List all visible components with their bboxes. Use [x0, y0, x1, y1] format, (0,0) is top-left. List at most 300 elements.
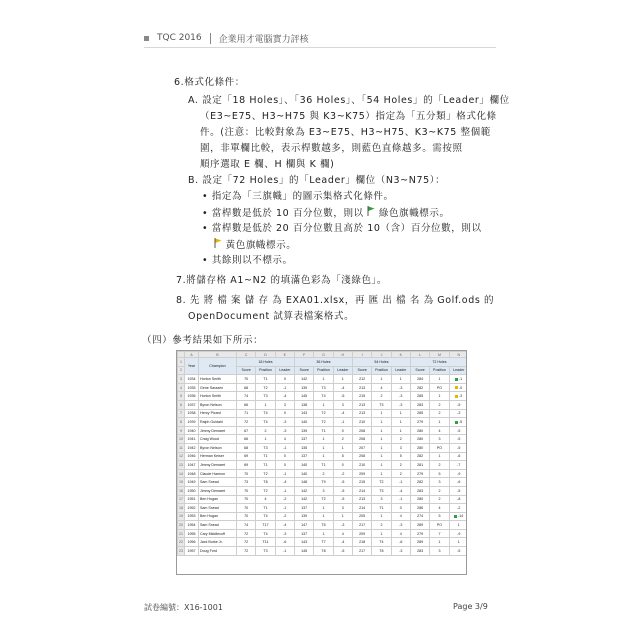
- value-cell: -5: [333, 495, 352, 504]
- value-cell: T3: [372, 486, 391, 495]
- value-cell: 4: [430, 504, 449, 513]
- value-cell: 140: [294, 461, 313, 470]
- table-row: [178, 547, 468, 556]
- value-cell: 1: [449, 521, 467, 530]
- value-cell: 2: [430, 400, 449, 409]
- value-cell: 213: [352, 383, 371, 392]
- value-cell: 1: [430, 418, 449, 427]
- value-cell: 1: [372, 443, 391, 452]
- value-cell: 69: [237, 452, 256, 461]
- table-row: [178, 538, 468, 547]
- value-cell: 66: [237, 400, 256, 409]
- year-cell: 1950: [185, 486, 199, 495]
- value-cell: T2: [256, 486, 275, 495]
- value-cell: 280: [410, 426, 429, 435]
- value-cell: T2: [314, 495, 333, 504]
- value-cell: 284: [410, 375, 429, 384]
- value-cell: 1: [314, 375, 333, 384]
- row-number: 7: [178, 409, 185, 418]
- value-cell: -1: [275, 383, 294, 392]
- value-cell: 217: [352, 547, 371, 556]
- value-cell: 2: [256, 426, 275, 435]
- sub-header: Position: [256, 366, 275, 375]
- value-cell: 283: [410, 400, 429, 409]
- value-cell: 68: [237, 383, 256, 392]
- table-row: [178, 495, 468, 504]
- value-cell: 138: [294, 400, 313, 409]
- row-number: 21: [178, 529, 185, 538]
- value-cell: 2: [333, 435, 352, 444]
- value-cell: 71: [237, 409, 256, 418]
- value-cell: 274: [410, 512, 429, 521]
- year-cell: 1935: [185, 383, 199, 392]
- value-cell: 280: [410, 443, 429, 452]
- value-cell: 147: [294, 521, 313, 530]
- value-cell: 4: [256, 495, 275, 504]
- value-cell: 2: [391, 435, 410, 444]
- value-cell: 72: [237, 418, 256, 427]
- table-row: [178, 478, 468, 487]
- year-cell: 1936: [185, 392, 199, 401]
- value-cell: 142: [294, 495, 313, 504]
- value-cell: PO: [430, 383, 449, 392]
- value-cell: 1: [314, 452, 333, 461]
- value-cell: 1: [391, 426, 410, 435]
- value-cell: 143: [294, 409, 313, 418]
- value-cell: -2: [333, 469, 352, 478]
- value-cell: 73: [237, 478, 256, 487]
- column-letter: A: [185, 352, 199, 358]
- table-row: [178, 435, 468, 444]
- champion-cell: Jimmy Demaret: [199, 426, 237, 435]
- value-cell: 5: [430, 469, 449, 478]
- value-cell: 208: [352, 426, 371, 435]
- value-cell: 2: [372, 521, 391, 530]
- value-cell: PO: [430, 521, 449, 530]
- step-8-line-2: OpenDocument 試算表檔案格式。: [188, 311, 355, 322]
- value-cell: 209: [352, 529, 371, 538]
- table-row: [178, 521, 468, 530]
- year-cell: 1951: [185, 495, 199, 504]
- champion-cell: Jimmy Demaret: [199, 461, 237, 470]
- year-cell: 1955: [185, 529, 199, 538]
- year-cell: 1939: [185, 418, 199, 427]
- leader-cell: [449, 512, 467, 521]
- value-cell: 135: [294, 443, 313, 452]
- value-cell: 5: [430, 512, 449, 521]
- value-cell: 280: [410, 495, 429, 504]
- row-number: 1: [178, 358, 185, 367]
- value-cell: 4: [372, 383, 391, 392]
- year-cell: 1938: [185, 409, 199, 418]
- value-cell: 285: [410, 409, 429, 418]
- row-number: 4: [178, 383, 185, 392]
- value-cell: -3: [391, 400, 410, 409]
- value-cell: 4: [275, 435, 294, 444]
- champion-header: Champion: [199, 358, 237, 375]
- row-number: 11: [178, 443, 185, 452]
- champion-cell: Henry Picard: [199, 409, 237, 418]
- footer-page: Page 3/9: [453, 602, 488, 611]
- value-cell: 72: [237, 547, 256, 556]
- value-cell: T1: [314, 461, 333, 470]
- sub-header: Position: [430, 366, 449, 375]
- value-cell: 1: [372, 461, 391, 470]
- value-cell: 70: [237, 504, 256, 513]
- value-cell: 1: [430, 538, 449, 547]
- value-cell: 67: [237, 426, 256, 435]
- column-letter: G: [314, 352, 333, 358]
- value-cell: -6: [449, 478, 467, 487]
- value-cell: 69: [237, 461, 256, 470]
- year-cell: 1937: [185, 400, 199, 409]
- champion-cell: Sam Snead: [199, 504, 237, 513]
- leader-value: -3: [458, 394, 463, 399]
- column-letter: M: [430, 352, 449, 358]
- value-cell: -6: [275, 538, 294, 547]
- value-cell: 142: [294, 486, 313, 495]
- green-flag-icon: [454, 515, 457, 518]
- leader-cell: [449, 375, 467, 384]
- bullet-2: [202, 206, 450, 220]
- value-cell: -5: [449, 400, 467, 409]
- value-cell: 70: [237, 495, 256, 504]
- value-cell: T3: [372, 400, 391, 409]
- group-header: 72 Holes: [410, 358, 467, 367]
- value-cell: 282: [410, 452, 429, 461]
- column-letter: J: [372, 352, 391, 358]
- value-cell: 0: [391, 504, 410, 513]
- value-cell: 3: [314, 486, 333, 495]
- value-cell: 140: [294, 418, 313, 427]
- leader-cell: [449, 392, 467, 401]
- value-cell: 1: [372, 435, 391, 444]
- green-flag-icon: [367, 208, 375, 219]
- year-cell: 1948: [185, 469, 199, 478]
- value-cell: 70: [237, 469, 256, 478]
- value-cell: 3: [430, 547, 449, 556]
- value-cell: T2: [372, 478, 391, 487]
- value-cell: 140: [294, 469, 313, 478]
- value-cell: 1: [256, 400, 275, 409]
- value-cell: T4: [256, 512, 275, 521]
- value-cell: 1: [391, 418, 410, 427]
- header-row-1: [178, 358, 468, 367]
- value-cell: T8: [314, 547, 333, 556]
- value-cell: 1: [314, 529, 333, 538]
- value-cell: 145: [294, 547, 313, 556]
- value-cell: -3: [391, 521, 410, 530]
- value-cell: -2: [449, 504, 467, 513]
- value-cell: T1: [256, 461, 275, 470]
- table-row: [178, 375, 468, 384]
- value-cell: T4: [314, 392, 333, 401]
- value-cell: T8: [372, 547, 391, 556]
- bullet-2-suffix: 綠色旗幟標示。: [378, 208, 450, 219]
- yellow-flag-icon: [214, 240, 222, 251]
- leader-value: -0: [458, 385, 463, 390]
- bullet-1: • 指定為「三旗幟」的圖示集格式化條件。: [202, 191, 394, 202]
- leader-cell: [449, 418, 467, 427]
- bullet-3-line-1: • 當桿數是低於 20 百分位數且高於 10（含）百分位數，則以: [202, 223, 482, 234]
- value-cell: 207: [352, 443, 371, 452]
- champion-cell: Gene Sarazen: [199, 383, 237, 392]
- value-cell: 2: [391, 469, 410, 478]
- value-cell: 148: [294, 478, 313, 487]
- champion-cell: Doug Ford: [199, 547, 237, 556]
- value-cell: 0: [333, 461, 352, 470]
- value-cell: 7: [430, 529, 449, 538]
- item-a-line-5: 順序選取 E 欄、H 欄與 K 欄): [200, 159, 335, 170]
- row-number: 13: [178, 461, 185, 470]
- champion-cell: Ralph Guldahl: [199, 418, 237, 427]
- value-cell: 70: [237, 375, 256, 384]
- value-cell: T1: [256, 504, 275, 513]
- champion-cell: Jimmy Demaret: [199, 486, 237, 495]
- column-letter: H: [333, 352, 352, 358]
- value-cell: 279: [410, 469, 429, 478]
- value-cell: 66: [237, 435, 256, 444]
- sub-header: Score: [352, 366, 371, 375]
- table-row: [178, 452, 468, 461]
- leader-value: -1: [458, 376, 463, 381]
- value-cell: 215: [352, 478, 371, 487]
- value-cell: -6: [391, 538, 410, 547]
- group-header: 54 Holes: [352, 358, 410, 367]
- value-cell: -1: [275, 443, 294, 452]
- value-cell: -3: [275, 418, 294, 427]
- value-cell: -4: [333, 538, 352, 547]
- value-cell: -9: [449, 529, 467, 538]
- value-cell: 1: [372, 512, 391, 521]
- value-cell: -5: [333, 486, 352, 495]
- value-cell: T7: [314, 538, 333, 547]
- value-cell: -4: [333, 383, 352, 392]
- value-cell: 214: [352, 504, 371, 513]
- row-number: 19: [178, 512, 185, 521]
- value-cell: 139: [294, 426, 313, 435]
- sub-header: Score: [237, 366, 256, 375]
- step-8-line-1: 8. 先 將 檔 案 儲 存 為 EXA01.xlsx，再 匯 出 檔 名 為 Golf.ods 的: [176, 295, 495, 306]
- value-cell: 1: [372, 375, 391, 384]
- value-cell: -4: [275, 392, 294, 401]
- value-cell: PO: [430, 443, 449, 452]
- table-row: [178, 469, 468, 478]
- column-letter: I: [352, 352, 371, 358]
- result-spreadsheet: [176, 350, 467, 575]
- sub-header: Position: [372, 366, 391, 375]
- value-cell: 1: [430, 392, 449, 401]
- column-letter: N: [449, 352, 467, 358]
- year-cell: 1954: [185, 521, 199, 530]
- value-cell: 4: [391, 529, 410, 538]
- value-cell: T2: [256, 383, 275, 392]
- value-cell: 2: [430, 409, 449, 418]
- value-cell: -1: [275, 469, 294, 478]
- value-cell: T1: [256, 375, 275, 384]
- bullet-2-prefix: • 當桿數是低於 10 百分位數，則以: [202, 208, 364, 219]
- value-cell: T1: [256, 452, 275, 461]
- row-number: 18: [178, 504, 185, 513]
- value-cell: T3: [256, 443, 275, 452]
- row-number: 23: [178, 547, 185, 556]
- value-cell: -2: [275, 512, 294, 521]
- value-cell: 2: [391, 461, 410, 470]
- row-number: 6: [178, 400, 185, 409]
- column-letter: E: [275, 352, 294, 358]
- table-row: [178, 512, 468, 521]
- item-a-line-3: 件。(注意：比較對象為 E3~E75、H3~H75、K3~K75 整個範: [200, 127, 491, 138]
- leader-value: -5: [458, 419, 463, 424]
- value-cell: 0: [275, 461, 294, 470]
- value-cell: T2: [314, 409, 333, 418]
- value-cell: -3: [391, 392, 410, 401]
- value-cell: 283: [410, 486, 429, 495]
- row-number: 3: [178, 375, 185, 384]
- row-number: 10: [178, 435, 185, 444]
- table-row: [178, 461, 468, 470]
- value-cell: 68: [237, 443, 256, 452]
- year-cell: 1946: [185, 452, 199, 461]
- header-square-icon: [144, 36, 149, 41]
- value-cell: -5: [449, 426, 467, 435]
- value-cell: T11: [256, 538, 275, 547]
- year-cell: 1934: [185, 375, 199, 384]
- value-cell: 137: [294, 452, 313, 461]
- value-cell: -5: [449, 486, 467, 495]
- item-b-line-1: B. 設定「72 Holes」的「Leader」欄位（N3~N75）：: [188, 175, 446, 186]
- sub-header: Leader: [333, 366, 352, 375]
- table-row: [178, 418, 468, 427]
- value-cell: 2: [430, 486, 449, 495]
- value-cell: 2: [430, 495, 449, 504]
- table-row: [178, 443, 468, 452]
- value-cell: 0: [275, 409, 294, 418]
- value-cell: T1: [372, 504, 391, 513]
- value-cell: 4: [333, 529, 352, 538]
- value-cell: 72: [237, 538, 256, 547]
- value-cell: -1: [333, 418, 352, 427]
- champion-cell: Herman Keiser: [199, 452, 237, 461]
- value-cell: 139: [294, 383, 313, 392]
- value-cell: T2: [314, 418, 333, 427]
- value-cell: 1: [391, 409, 410, 418]
- row-number: 8: [178, 418, 185, 427]
- value-cell: -3: [275, 529, 294, 538]
- value-cell: 2: [314, 469, 333, 478]
- champion-cell: Ben Hogan: [199, 512, 237, 521]
- value-cell: 213: [352, 495, 371, 504]
- value-cell: T2: [256, 469, 275, 478]
- sub-header: Leader: [275, 366, 294, 375]
- value-cell: -2: [275, 495, 294, 504]
- value-cell: 1: [372, 418, 391, 427]
- value-cell: 1: [372, 409, 391, 418]
- value-cell: 0: [275, 375, 294, 384]
- value-cell: 1: [430, 452, 449, 461]
- value-cell: 282: [410, 383, 429, 392]
- value-cell: -5: [449, 547, 467, 556]
- value-cell: 1: [372, 426, 391, 435]
- value-cell: T8: [256, 478, 275, 487]
- green-flag-icon: [455, 421, 458, 424]
- value-cell: 282: [410, 478, 429, 487]
- value-cell: 0: [333, 426, 352, 435]
- value-cell: -4: [275, 521, 294, 530]
- row-number: 20: [178, 521, 185, 530]
- champion-cell: Byron Nelson: [199, 400, 237, 409]
- header-title: 企業用才電腦實力評核: [218, 34, 309, 45]
- spreadsheet-table: [177, 351, 467, 556]
- sub-header: Score: [294, 366, 313, 375]
- value-cell: -5: [333, 547, 352, 556]
- value-cell: 283: [410, 547, 429, 556]
- value-cell: T4: [256, 418, 275, 427]
- leader-cell: [449, 383, 467, 392]
- value-cell: 1: [256, 435, 275, 444]
- value-cell: 4: [430, 426, 449, 435]
- value-cell: 214: [352, 486, 371, 495]
- value-cell: 3: [391, 443, 410, 452]
- value-cell: 1: [314, 512, 333, 521]
- item-a-line-1: A. 設定「18 Holes」、「36 Holes」、「54 Holes」的「Leader」欄位: [188, 95, 510, 106]
- value-cell: 5: [391, 452, 410, 461]
- value-cell: 208: [352, 435, 371, 444]
- value-cell: 2: [372, 392, 391, 401]
- column-letter: F: [294, 352, 313, 358]
- table-row: [178, 383, 468, 392]
- year-cell: 1942: [185, 443, 199, 452]
- value-cell: 1: [391, 375, 410, 384]
- yellow-flag-icon: [455, 395, 458, 398]
- value-cell: -8: [449, 495, 467, 504]
- value-cell: 1: [333, 512, 352, 521]
- value-cell: 72: [237, 529, 256, 538]
- year-cell: 1953: [185, 512, 199, 521]
- step-7: 7.將儲存格 A1~N2 的填滿色彩為「淺綠色」。: [176, 275, 388, 286]
- year-cell: 1949: [185, 478, 199, 487]
- value-cell: 3: [372, 495, 391, 504]
- column-letter: L: [410, 352, 429, 358]
- value-cell: -3: [333, 521, 352, 530]
- value-cell: -4: [391, 486, 410, 495]
- value-cell: 74: [237, 392, 256, 401]
- value-cell: 143: [294, 538, 313, 547]
- year-cell: 1947: [185, 461, 199, 470]
- value-cell: T4: [256, 529, 275, 538]
- value-cell: 205: [352, 512, 371, 521]
- value-cell: -4: [275, 478, 294, 487]
- value-cell: -5: [449, 435, 467, 444]
- value-cell: 289: [410, 521, 429, 530]
- column-letter: K: [391, 352, 410, 358]
- header-exam: TQC 2016: [157, 33, 202, 43]
- value-cell: 2: [430, 461, 449, 470]
- year-cell: 1940: [185, 426, 199, 435]
- year-cell: 1952: [185, 504, 199, 513]
- header-divider: [210, 33, 211, 44]
- table-row: [178, 409, 468, 418]
- row-number: 5: [178, 392, 185, 401]
- value-cell: 215: [352, 392, 371, 401]
- row-number: 17: [178, 495, 185, 504]
- value-cell: 70: [237, 486, 256, 495]
- value-cell: 212: [352, 375, 371, 384]
- value-cell: -9: [449, 469, 467, 478]
- row-number: 16: [178, 486, 185, 495]
- value-cell: 208: [352, 452, 371, 461]
- value-cell: 3: [430, 478, 449, 487]
